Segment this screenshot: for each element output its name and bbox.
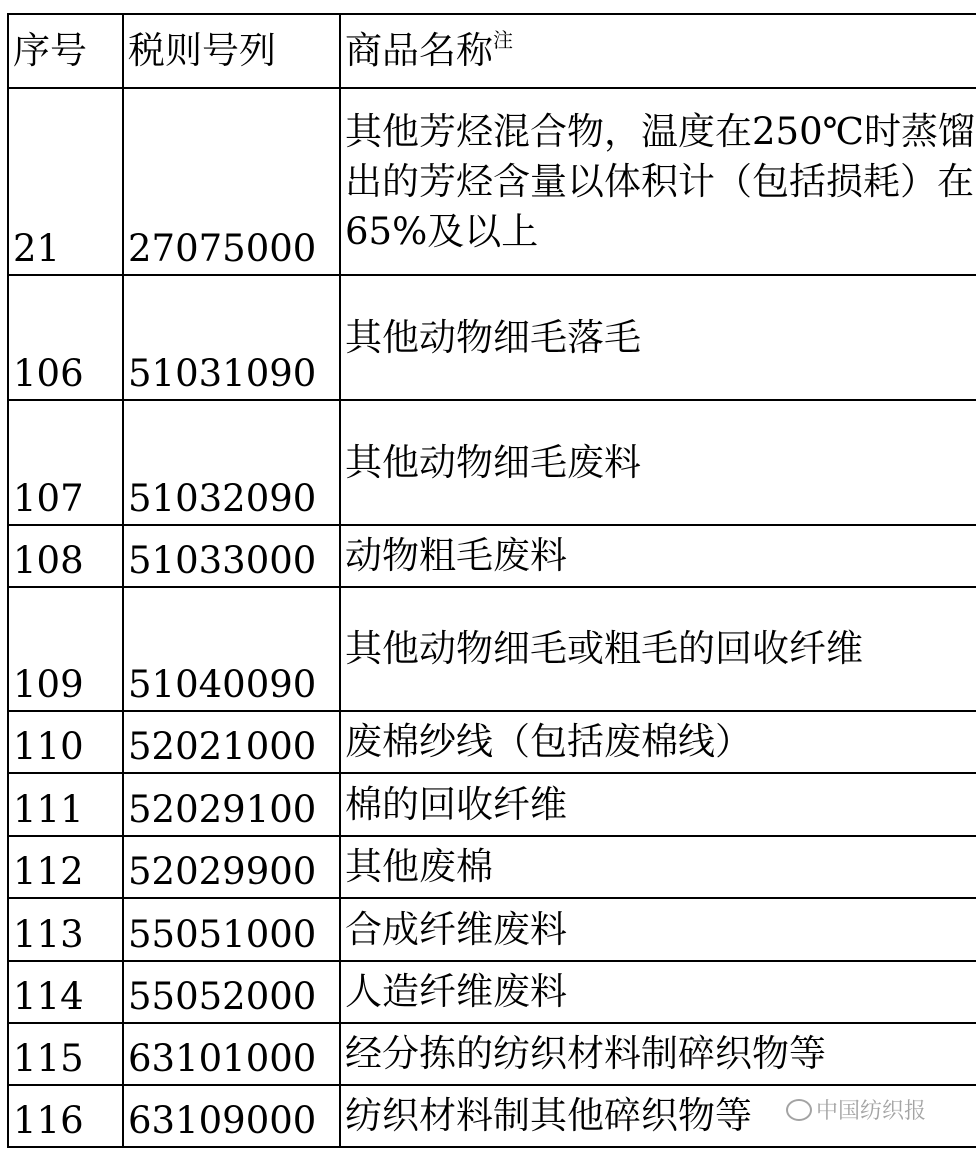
table-row: [8, 88, 976, 275]
row-seq: 111: [8, 773, 123, 836]
row-code: 55051000: [123, 898, 340, 961]
row-seq: 110: [8, 711, 123, 773]
row-seq: 108: [8, 525, 123, 587]
row-code: 51031090: [123, 275, 340, 400]
row-seq: 116: [8, 1085, 123, 1147]
table-row: [8, 587, 976, 711]
table-row: [8, 525, 976, 587]
row-name: 其他动物细毛废料: [340, 400, 976, 525]
header-code: 税则号列: [123, 14, 340, 88]
row-name: 其他废棉: [340, 836, 976, 898]
row-name: 废棉纱线（包括废棉线）: [340, 711, 976, 773]
header-name-label: 商品名称: [345, 29, 493, 72]
row-seq: 113: [8, 898, 123, 961]
row-name: 其他动物细毛或粗毛的回收纤维: [340, 587, 976, 711]
table-row: [8, 1023, 976, 1085]
table-row: [8, 400, 976, 525]
row-code: 52029100: [123, 773, 340, 836]
row-seq: 114: [8, 961, 123, 1023]
row-code: 51033000: [123, 525, 340, 587]
row-name: 动物粗毛废料: [340, 525, 976, 587]
row-name: 棉的回收纤维: [340, 773, 976, 836]
row-seq: 115: [8, 1023, 123, 1085]
row-name: 人造纤维废料: [340, 961, 976, 1023]
table-row: [8, 711, 976, 773]
row-code: 55052000: [123, 961, 340, 1023]
header-name-note: 注: [493, 28, 513, 52]
row-seq: 109: [8, 587, 123, 711]
table-row: [8, 275, 976, 400]
row-code: 27075000: [123, 88, 340, 275]
watermark: [786, 1094, 926, 1125]
row-code: 52029900: [123, 836, 340, 898]
table-row: [8, 836, 976, 898]
row-code: 51032090: [123, 400, 340, 525]
row-name: 纺织材料制其他碎织物等: [340, 1085, 976, 1147]
tariff-table: [7, 13, 976, 1148]
table-header-row: [8, 14, 976, 88]
row-code: 52021000: [123, 711, 340, 773]
row-code: 63101000: [123, 1023, 340, 1085]
row-code: 63109000: [123, 1085, 340, 1147]
wechat-icon: [786, 1099, 812, 1121]
header-name: [340, 14, 976, 88]
watermark-text: 中国纺织报: [816, 1099, 927, 1124]
table-row: [8, 961, 976, 1023]
row-code: 51040090: [123, 587, 340, 711]
row-name: 其他芳烃混合物，温度在250℃时蒸馏出的芳烃含量以体积计（包括损耗）在65%及以上: [340, 88, 976, 275]
row-seq: 21: [8, 88, 123, 275]
row-seq: 112: [8, 836, 123, 898]
header-seq: 序号: [8, 14, 123, 88]
row-seq: 106: [8, 275, 123, 400]
table-row: [8, 898, 976, 961]
row-name: 合成纤维废料: [340, 898, 976, 961]
row-name: 经分拣的纺织材料制碎织物等: [340, 1023, 976, 1085]
row-seq: 107: [8, 400, 123, 525]
table-row: [8, 773, 976, 836]
row-name: 其他动物细毛落毛: [340, 275, 976, 400]
